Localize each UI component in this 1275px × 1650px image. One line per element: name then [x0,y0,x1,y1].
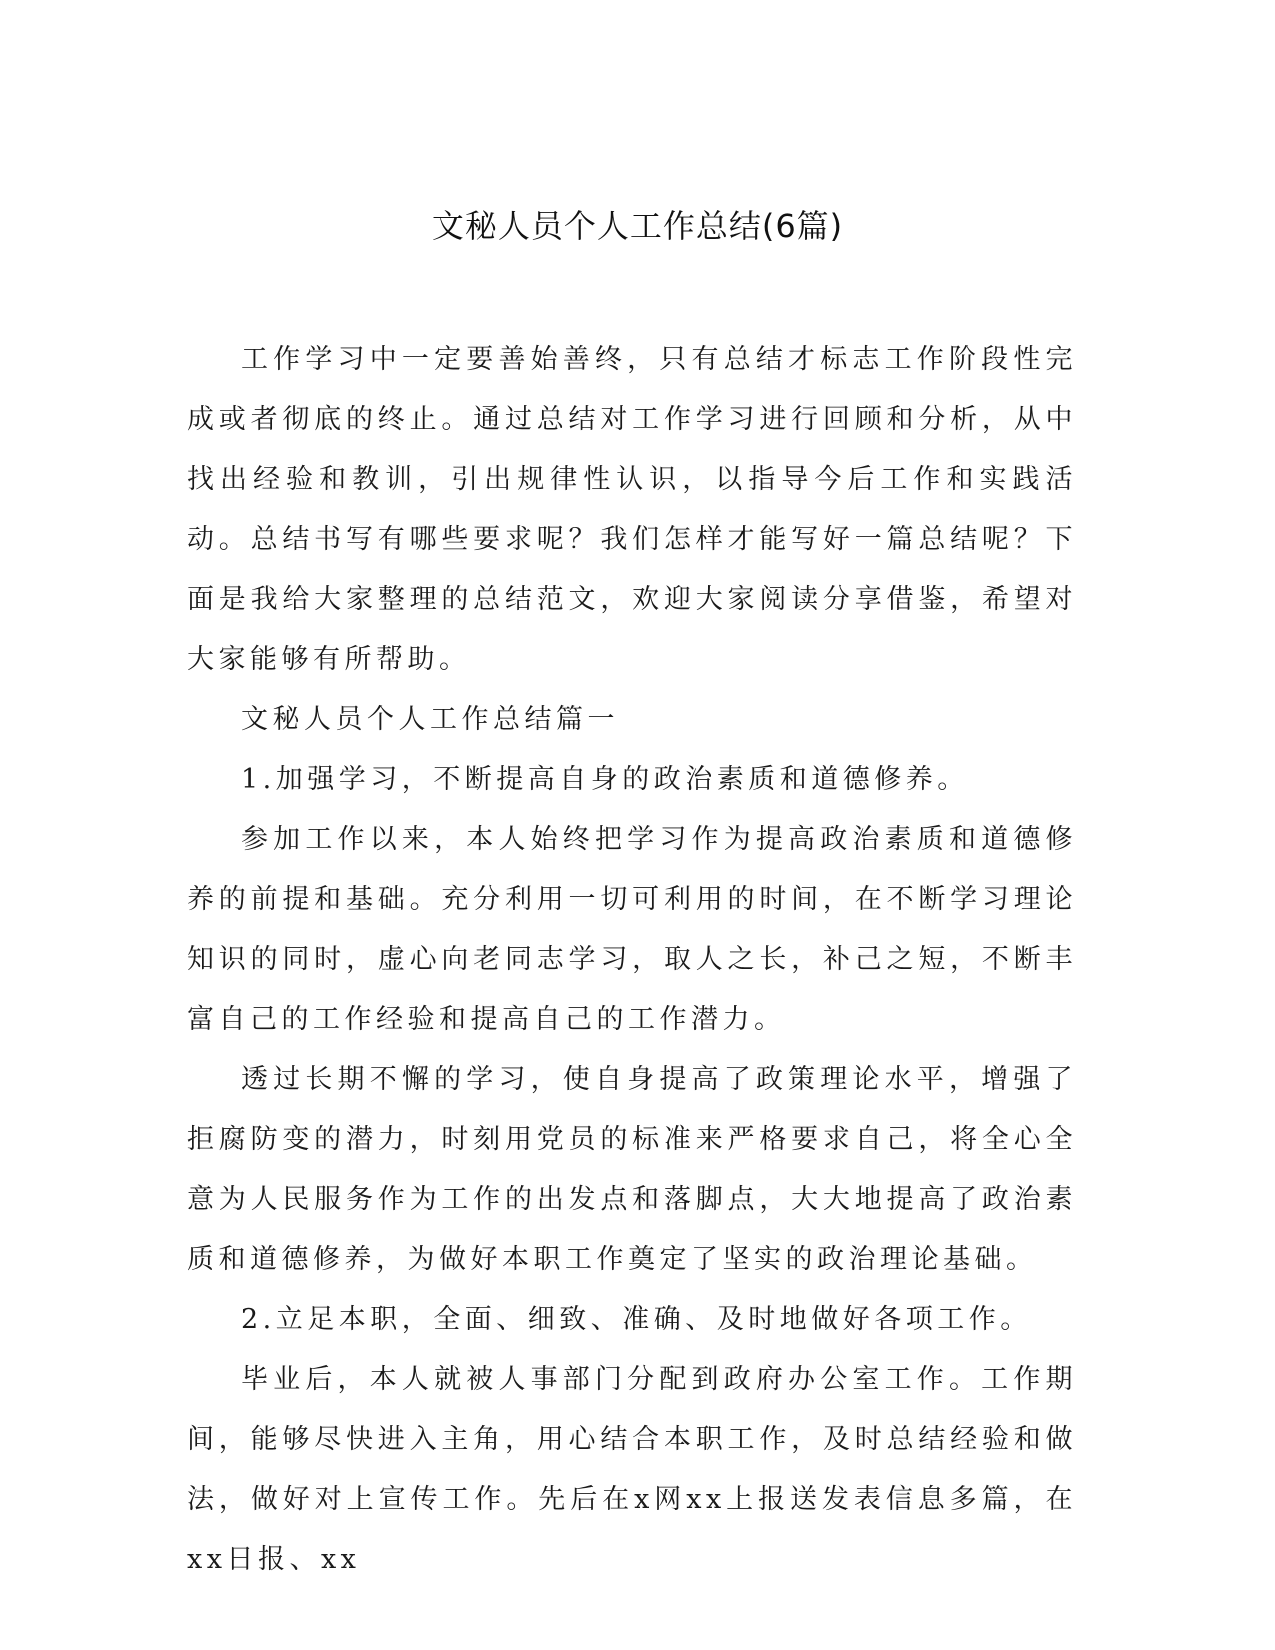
subheading-2: 2.立足本职，全面、细致、准确、及时地做好各项工作。 [241,1304,1032,1335]
document-body [187,330,1077,1590]
paragraph: 透过长期不懈的学习，使自身提高了政策理论水平，增强了拒腐防变的潜力，时刻用党员的标准来严格要求自己，将全心全意为人民服务作为工作的出发点和落脚点，大大地提高了政治素质和道德修养，为做好本职工作奠定了坚实的政治理论基础。 [187,1064,1077,1275]
section-heading: 文秘人员个人工作总结篇一 [241,704,619,735]
paragraph-intro: 工作学习中一定要善始善终，只有总结才标志工作阶段性完成或者彻底的终止。通过总结对工作学习进行回顾和分析，从中找出经验和教训，引出规律性认识，以指导今后工作和实践活动。总结书写有哪些要求呢？我们怎样才能写好一篇总结呢？下面是我给大家整理的总结范文，欢迎大家阅读分享借鉴，希望对大家能够有所帮助。 [187,344,1077,675]
paragraph: 参加工作以来，本人始终把学习作为提高政治素质和道德修养的前提和基础。充分利用一切可利用的时间，在不断学习理论知识的同时，虚心向老同志学习，取人之长，补己之短，不断丰富自己的工作经验和提高自己的工作潜力。 [187,824,1077,1035]
subheading-1: 1.加强学习，不断提高自身的政治素质和道德修养。 [241,764,969,795]
document-title: 文秘人员个人工作总结(6篇) [431,207,844,245]
paragraph: 毕业后，本人就被人事部门分配到政府办公室工作。工作期间，能够尽快进入主角，用心结合本职工作，及时总结经验和做法，做好对上宣传工作。先后在x网xx上报送发表信息多篇，在xx日报、xx [187,1364,1077,1575]
